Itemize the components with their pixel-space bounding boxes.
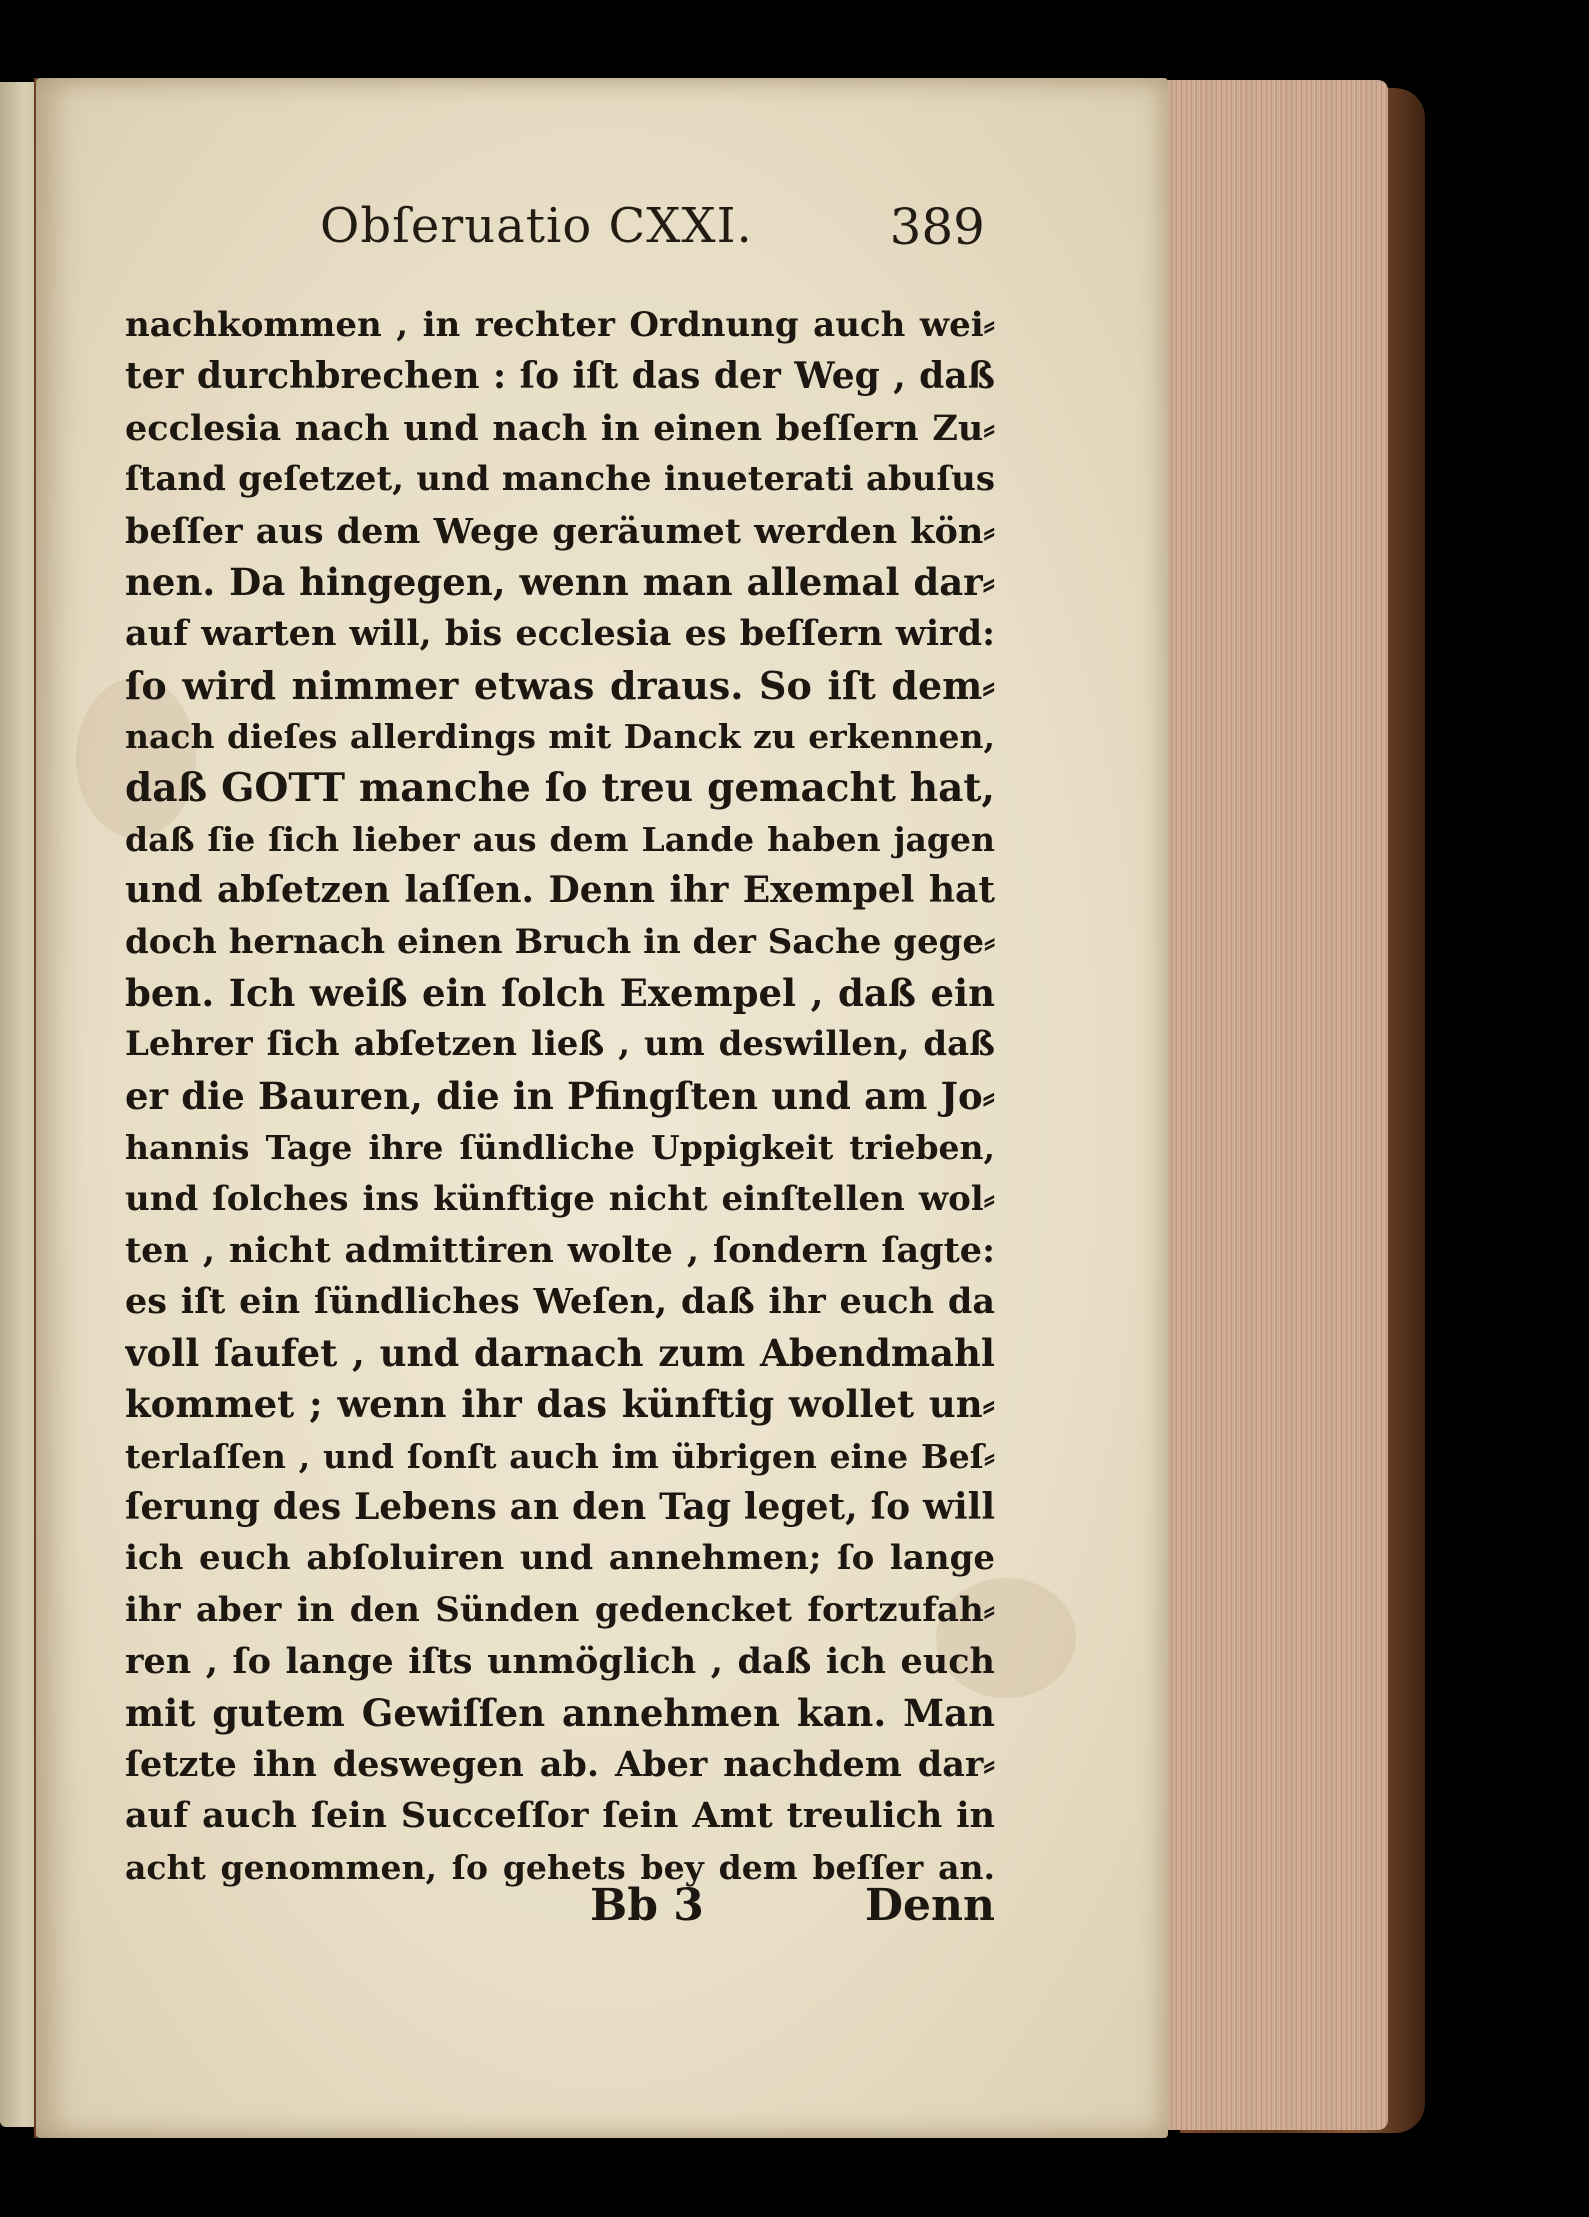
text-line: nachkommen , in rechter Ordnung auch wei⸗ bbox=[125, 305, 995, 345]
text-line: auf auch ſein Succeſſor ſein Amt treulich in bbox=[125, 1795, 995, 1837]
text-line: daß ſie ſich lieber aus dem Lande haben jagen bbox=[125, 819, 995, 859]
text-line: nach dieſes allerdings mit Danck zu erkennen, bbox=[125, 717, 995, 757]
text-line: nen. Da hingegen, wenn man allemal dar⸗ bbox=[125, 559, 995, 604]
text-line: ren , ſo lange iſts unmöglich , daß ich euch bbox=[125, 1641, 995, 1683]
text-line: ſtand geſetzet, und manche inueterati abuſus bbox=[125, 459, 995, 500]
text-line: und ſolches ins künftige nicht einſtellen wol⸗ bbox=[125, 1178, 995, 1219]
text-line: doch hernach einen Bruch in der Sache gege⸗ bbox=[125, 921, 995, 962]
catchword: Denn bbox=[864, 1880, 995, 1931]
text-line: ſerung des Lebens an den Tag leget, ſo will bbox=[125, 1485, 995, 1528]
page-footer bbox=[590, 1880, 995, 1940]
text-line: er die Bauren, die in Pfingſten und am Jo⸗ bbox=[125, 1073, 995, 1118]
text-line: beſſer aus dem Wege geräumet werden kön⸗ bbox=[125, 510, 995, 552]
text-line: terlaſſen , und ſonſt auch im übrigen eine Beſ⸗ bbox=[125, 1436, 995, 1476]
body-text bbox=[125, 300, 995, 1893]
text-line: es iſt ein ſündliches Weſen, daß ihr euch da bbox=[125, 1281, 995, 1323]
text-line: und abſetzen laſſen. Denn ihr Exempel hat bbox=[125, 869, 995, 912]
page-number: 389 bbox=[889, 198, 985, 256]
text-line: ihr aber in den Sünden gedencket fortzufah⸗ bbox=[125, 1589, 995, 1630]
page-header bbox=[320, 198, 985, 268]
text-line: Lehrer ſich abſetzen ließ , um deswillen, daß bbox=[125, 1024, 995, 1065]
text-line: ſetzte ihn deswegen ab. Aber nachdem dar⸗ bbox=[125, 1743, 995, 1785]
text-line: ſo wird nimmer etwas draus. So iſt dem⸗ bbox=[125, 662, 995, 708]
signature-mark: Bb 3 bbox=[590, 1880, 704, 1931]
text-line: ich euch abſoluiren und annehmen; ſo lange bbox=[125, 1538, 995, 1579]
text-line: kommet ; wenn ihr das künftig wollet un⸗ bbox=[125, 1382, 995, 1427]
text-line: auf warten will, bis ecclesia es beſſern wird: bbox=[125, 613, 995, 655]
text-line: ecclesia nach und nach in einen beſſern Zu⸗ bbox=[125, 407, 995, 449]
text-line: mit gutem Gewiſſen annehmen kan. Man bbox=[125, 1690, 995, 1735]
text-line: voll ſaufet , und darnach zum Abendmahl bbox=[125, 1330, 995, 1375]
text-line: ten , nicht admittiren wolte , ſondern ſagte: bbox=[125, 1230, 995, 1272]
left-cover-edge bbox=[0, 78, 37, 2138]
text-line: hannis Tage ihre ſündliche Uppigkeit trieben, bbox=[125, 1128, 995, 1168]
text-line: ben. Ich weiß ein ſolch Exempel , daß ein bbox=[125, 971, 995, 1016]
text-line: daß GOTT manche ſo treu gemacht hat, bbox=[125, 764, 995, 811]
page-block-edges bbox=[1158, 80, 1388, 2130]
running-title: Obſeruatio CXXI. bbox=[320, 198, 753, 254]
text-line: ter durchbrechen : ſo iſt das der Weg , daß bbox=[125, 355, 995, 398]
text-line: acht genommen, ſo gehets bey dem beſſer an. bbox=[125, 1847, 995, 1887]
